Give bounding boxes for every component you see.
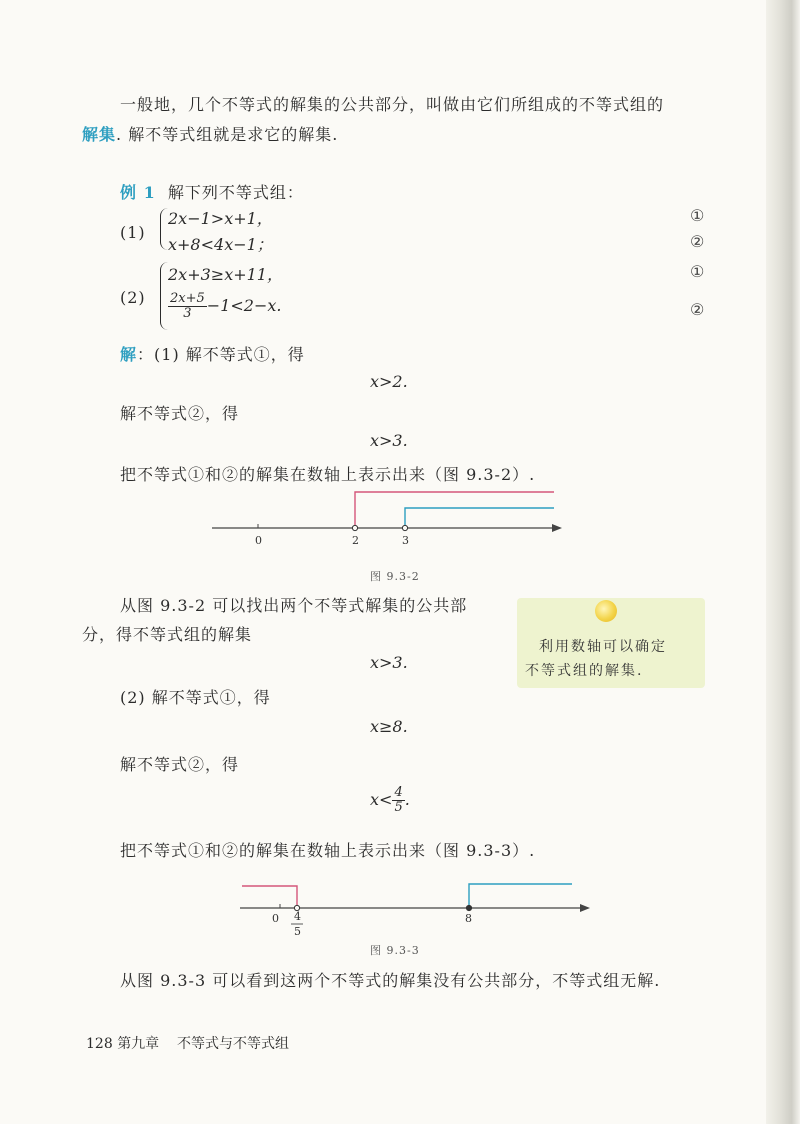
paragraph-line-2 <box>82 122 338 145</box>
note-line-2: 不等式组的解集. <box>525 663 644 679</box>
four-fifths-fraction: $\frac{4}{5}$ <box>394 785 403 815</box>
problem-2-ineq-2: $\frac{2x+5}{3}$ −1<2−x. <box>170 291 282 321</box>
solve-ineq-2-text: 解不等式②，得 <box>120 404 240 423</box>
tick-label-4-5-den: 5 <box>294 925 301 938</box>
chapter-title: 不等式与不等式组 <box>177 1036 289 1052</box>
page-footer <box>86 1033 289 1053</box>
tick-label-8: 8 <box>465 912 472 925</box>
result-x-ge-8: x≥8. <box>370 717 408 736</box>
solution-ray-x-gt-2 <box>355 492 554 528</box>
problem-2-mark-2: ② <box>690 300 705 319</box>
figure-9-3-3 <box>232 876 592 938</box>
problem-1-ineq-1: 2x−1>x+1， <box>168 209 273 228</box>
problem-2-fraction: $\frac{2x+5}{3}$ <box>170 291 205 321</box>
result-x-lt-4-5: x< $\frac{4}{5}$ . <box>370 785 410 815</box>
result-x-gt-2: x>2. <box>370 372 408 391</box>
example-heading <box>120 180 304 203</box>
page-edge-shadow <box>766 0 800 1124</box>
conclusion-1-line-b: 分，得不等式组的解集 <box>82 625 253 644</box>
closed-point-8 <box>466 905 471 910</box>
solution-intro: 解：(1) 解不等式①，得 <box>120 345 305 364</box>
solution-ray-x-ge-8 <box>469 884 572 908</box>
solution-label: 解 <box>120 345 138 364</box>
show-on-number-line-text-2: 把不等式①和②的解集在数轴上表示出来（图 9.3-3）. <box>120 841 536 860</box>
figure-9-3-3-caption: 图 9.3-3 <box>370 944 420 957</box>
problem-1-ineq-2: x+8<4x−1； <box>168 235 273 254</box>
note-line-1: 利用数轴可以确定 <box>539 639 667 655</box>
paragraph-line-2-rest: . 解不等式组就是求它的解集. <box>116 125 339 144</box>
chapter-label: 第九章 <box>117 1036 160 1052</box>
result-x-gt-3: x>3. <box>370 431 408 450</box>
problem-1-label: (1) <box>120 223 146 242</box>
tick-label-0-b: 0 <box>272 912 279 925</box>
side-note <box>517 598 705 688</box>
tick-label-4-5-num: 4 <box>294 910 301 923</box>
show-on-number-line-text: 把不等式①和②的解集在数轴上表示出来（图 9.3-2）. <box>120 465 536 484</box>
number-line-arrow-2 <box>580 904 590 912</box>
example-instruction: 解下列不等式组： <box>167 183 304 202</box>
tick-label-2: 2 <box>352 534 359 547</box>
solution-ray-x-gt-3 <box>405 508 554 528</box>
paragraph-line-1: 一般地，几个不等式的解集的公共部分，叫做由它们所组成的不等式组的 <box>120 95 665 114</box>
problem-2-mark-1: ① <box>690 262 705 281</box>
solution-ray-x-lt-4-5 <box>242 886 297 908</box>
problem-2-label: (2) <box>120 288 146 307</box>
result-system-x-gt-3: x>3. <box>370 653 408 672</box>
figure-9-3-2-caption: 图 9.3-2 <box>370 570 420 583</box>
term-solution-set: 解集 <box>82 125 117 144</box>
conclusion-1-line-a: 从图 9.3-2 可以找出两个不等式解集的公共部 <box>120 596 468 615</box>
page-number: 128 <box>86 1036 113 1052</box>
open-point-2 <box>352 525 357 530</box>
problem-1-mark-1: ① <box>690 206 705 225</box>
problem-2-ineq-1: 2x+3≥x+11， <box>168 265 283 284</box>
part-2-intro: (2) 解不等式①，得 <box>120 688 271 707</box>
conclusion-2: 从图 9.3-3 可以看到这两个不等式的解集没有公共部分，不等式组无解. <box>120 971 661 990</box>
number-line-arrow <box>552 524 562 532</box>
figure-9-3-2 <box>200 484 570 554</box>
open-point-3 <box>402 525 407 530</box>
sun-icon <box>595 600 617 622</box>
tick-label-3: 3 <box>402 534 409 547</box>
tick-label-0: 0 <box>255 534 262 547</box>
problem-1-mark-2: ② <box>690 232 705 251</box>
solve-ineq-2b-text: 解不等式②，得 <box>120 755 240 774</box>
example-label: 例 1 <box>120 183 156 202</box>
